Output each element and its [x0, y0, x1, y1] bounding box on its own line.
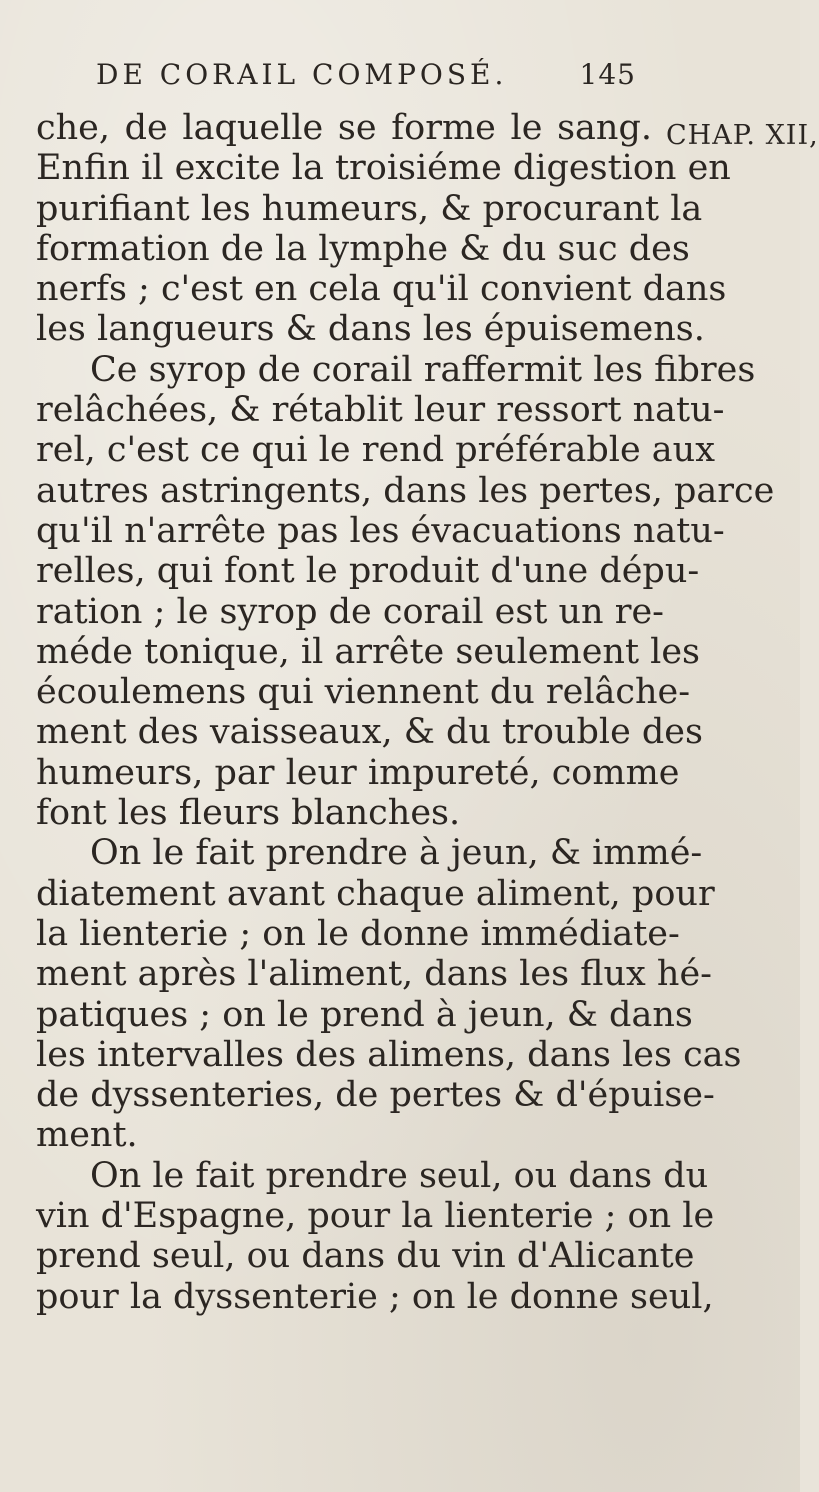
text-line: autres astringents, dans les pertes, parce [36, 470, 775, 511]
text-line: pour la dyssenterie ; on le donne seul, [36, 1276, 714, 1317]
text-line: ment après l'aliment, dans les flux hé- [36, 954, 712, 995]
text-line: relles, qui font le produit d'une dépu- [36, 551, 700, 592]
text-line: rel, c'est ce qui le rend préférable aux [36, 430, 715, 471]
text-line: qu'il n'arrête pas les évacuations natu- [36, 510, 725, 551]
text-line: purifiant les humeurs, & procurant la [36, 188, 703, 229]
text-line: les langueurs & dans les épuisemens. [36, 309, 705, 350]
text-line: formation de la lymphe & du suc des [36, 228, 690, 269]
text-line: la lienterie ; on le donne immédiate- [36, 913, 680, 954]
text-line: ment. [36, 1115, 138, 1156]
text-line: che, de laquelle se forme le sang. [36, 108, 652, 148]
text-line: les intervalles des alimens, dans les cas [36, 1034, 742, 1075]
text-line: relâchées, & rétablit leur ressort natu- [36, 390, 725, 431]
text-line: Enfin il excite la troisiéme digestion en [36, 148, 731, 189]
margin-note-chapter: CHAP. XII, [666, 120, 819, 151]
running-head-title: DE CORAIL COMPOSÉ. [96, 58, 508, 91]
text-line: méde tonique, il arrête seulement les [36, 631, 701, 672]
text-line: ment des vaisseaux, & du trouble des [36, 712, 703, 753]
running-head [96, 58, 636, 98]
text-line: patiques ; on le prend à jeun, & dans [36, 994, 693, 1035]
text-line: diatement avant chaque aliment, pour [36, 873, 715, 914]
page-number: 145 [579, 58, 636, 91]
text-line: Ce syrop de corail raffermit les fibres [90, 349, 756, 390]
text-line: On le fait prendre à jeun, & immé- [90, 833, 703, 874]
text-line: font les fleurs blanches. [36, 793, 461, 834]
text-line: vin d'Espagne, pour la lienterie ; on le [36, 1196, 715, 1237]
text-line: écoulemens qui viennent du relâche- [36, 672, 691, 713]
text-line: ration ; le syrop de corail est un re- [36, 591, 664, 632]
text-line: nerfs ; c'est en cela qu'il convient dans [36, 269, 727, 310]
text-line: On le fait prendre seul, ou dans du [90, 1155, 709, 1196]
text-line: de dyssenteries, de pertes & d'épuise- [36, 1075, 715, 1116]
text-line: prend seul, ou dans du vin d'Alicante [36, 1236, 695, 1277]
text-line: humeurs, par leur impureté, comme [36, 752, 680, 793]
